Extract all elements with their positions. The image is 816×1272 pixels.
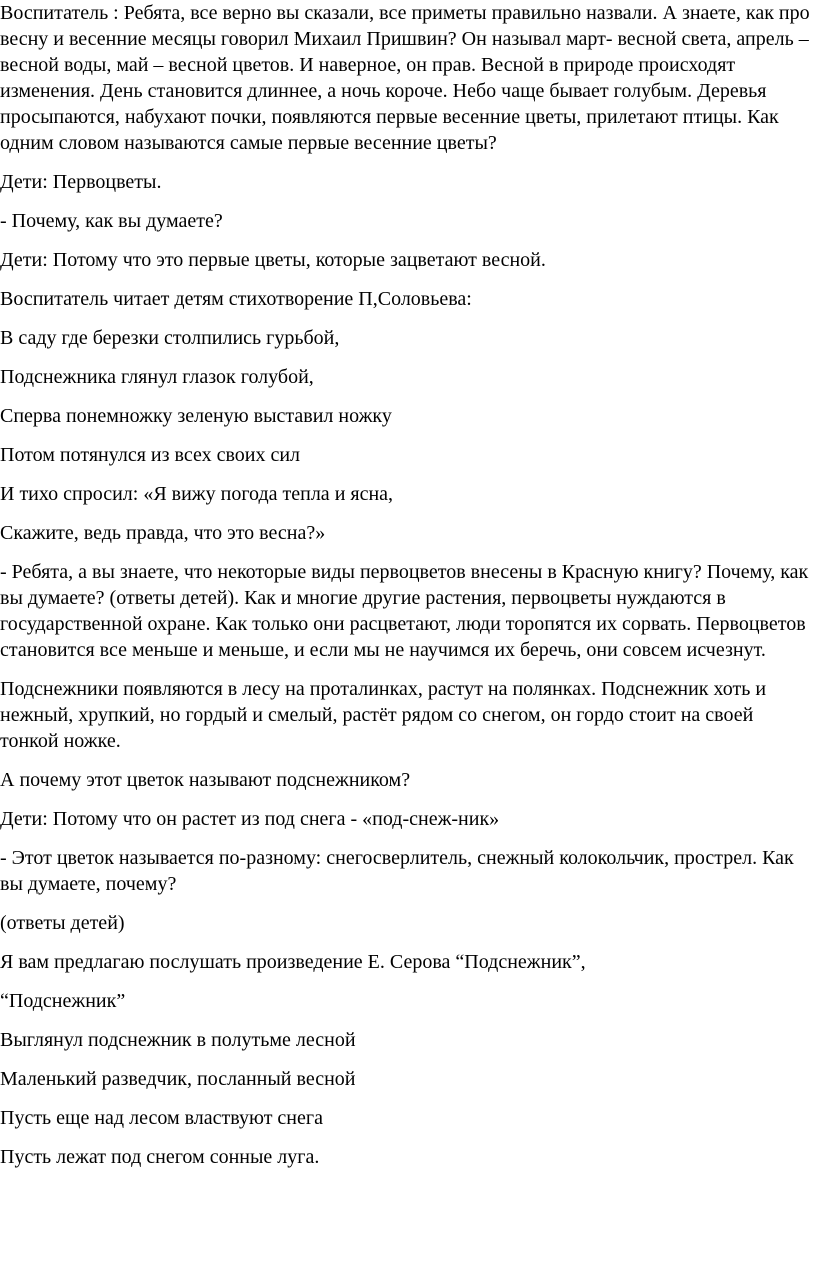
paragraph-children-answer-3: Дети: Потому что он растет из под снега - «под-снеж-ник» <box>0 808 500 830</box>
paragraph-red-book: - Ребята, а вы знаете, что некоторые виды первоцветов внесены в Красную книгу? Почему, как вы думаете? (ответы детей). Как и многие другие растения, первоцветы нуждаются в государственной охране. Как только они расцветают, люди торопятся их сорвать. Первоцветов становится все меньше и меньше, и если мы не научимся их беречь, они совсем исчезнут. <box>0 561 809 661</box>
paragraph-teacher-intro: Воспитатель : Ребята, все верно вы сказали, все приметы правильно назвали. А знаете, как про весну и весенние месяцы говорил Михаил Пришвин? Он называл март- весной света, апрель – весной воды, май – весной цветов. И наверное, он прав. Весной в природе происходят изменения. День становится длиннее, а ночь короче. Небо чаще бывает голубым. Деревья просыпаются, набухают почки, появляются первые весенние цветы, прилетают птицы. Как одним словом называются самые первые весенние цветы? <box>0 2 810 154</box>
paragraph-children-answer-2: Дети: Потому что это первые цветы, которые зацветают весной. <box>0 249 546 271</box>
serova-line-2: Маленький разведчик, посланный весной <box>0 1068 356 1090</box>
serova-line-4: Пусть лежат под снегом сонные луга. <box>0 1146 320 1168</box>
paragraph-question-why: - Почему, как вы думаете? <box>0 210 223 232</box>
poem-line-1: В саду где березки столпились гурьбой, <box>0 327 340 349</box>
paragraph-other-names: - Этот цветок называется по-разному: снегосверлитель, снежный колокольчик, прострел. Как вы думаете, почему? <box>0 847 794 895</box>
paragraph-children-replies: (ответы детей) <box>0 912 125 934</box>
serova-line-1: Выглянул подснежник в полутьме лесной <box>0 1029 356 1051</box>
poem-line-5: И тихо спросил: «Я вижу погода тепла и ясна, <box>0 483 394 505</box>
paragraph-children-answer-1: Дети: Первоцветы. <box>0 171 162 193</box>
serova-line-3: Пусть еще над лесом властвуют снега <box>0 1107 323 1129</box>
poem-line-2: Подснежника глянул глазок голубой, <box>0 366 314 388</box>
paragraph-serova-intro: Я вам предлагаю послушать произведение Е. Серова “Подснежник”, <box>0 951 586 973</box>
poem-title: “Подснежник” <box>0 990 126 1012</box>
paragraph-poem-intro: Воспитатель читает детям стихотворение П,Соловьева: <box>0 288 472 310</box>
poem-line-4: Потом потянулся из всех своих сил <box>0 444 301 466</box>
paragraph-snowdrops: Подснежники появляются в лесу на проталинках, растут на полянках. Подснежник хоть и нежный, хрупкий, но гордый и смелый, растёт рядом со снегом, он гордо стоит на своей тонкой ножке. <box>0 678 767 752</box>
paragraph-question-name: А почему этот цветок называют подснежником? <box>0 769 411 791</box>
poem-line-6: Скажите, ведь правда, что это весна?» <box>0 522 326 544</box>
poem-line-3: Сперва понемножку зеленую выставил ножку <box>0 405 392 427</box>
